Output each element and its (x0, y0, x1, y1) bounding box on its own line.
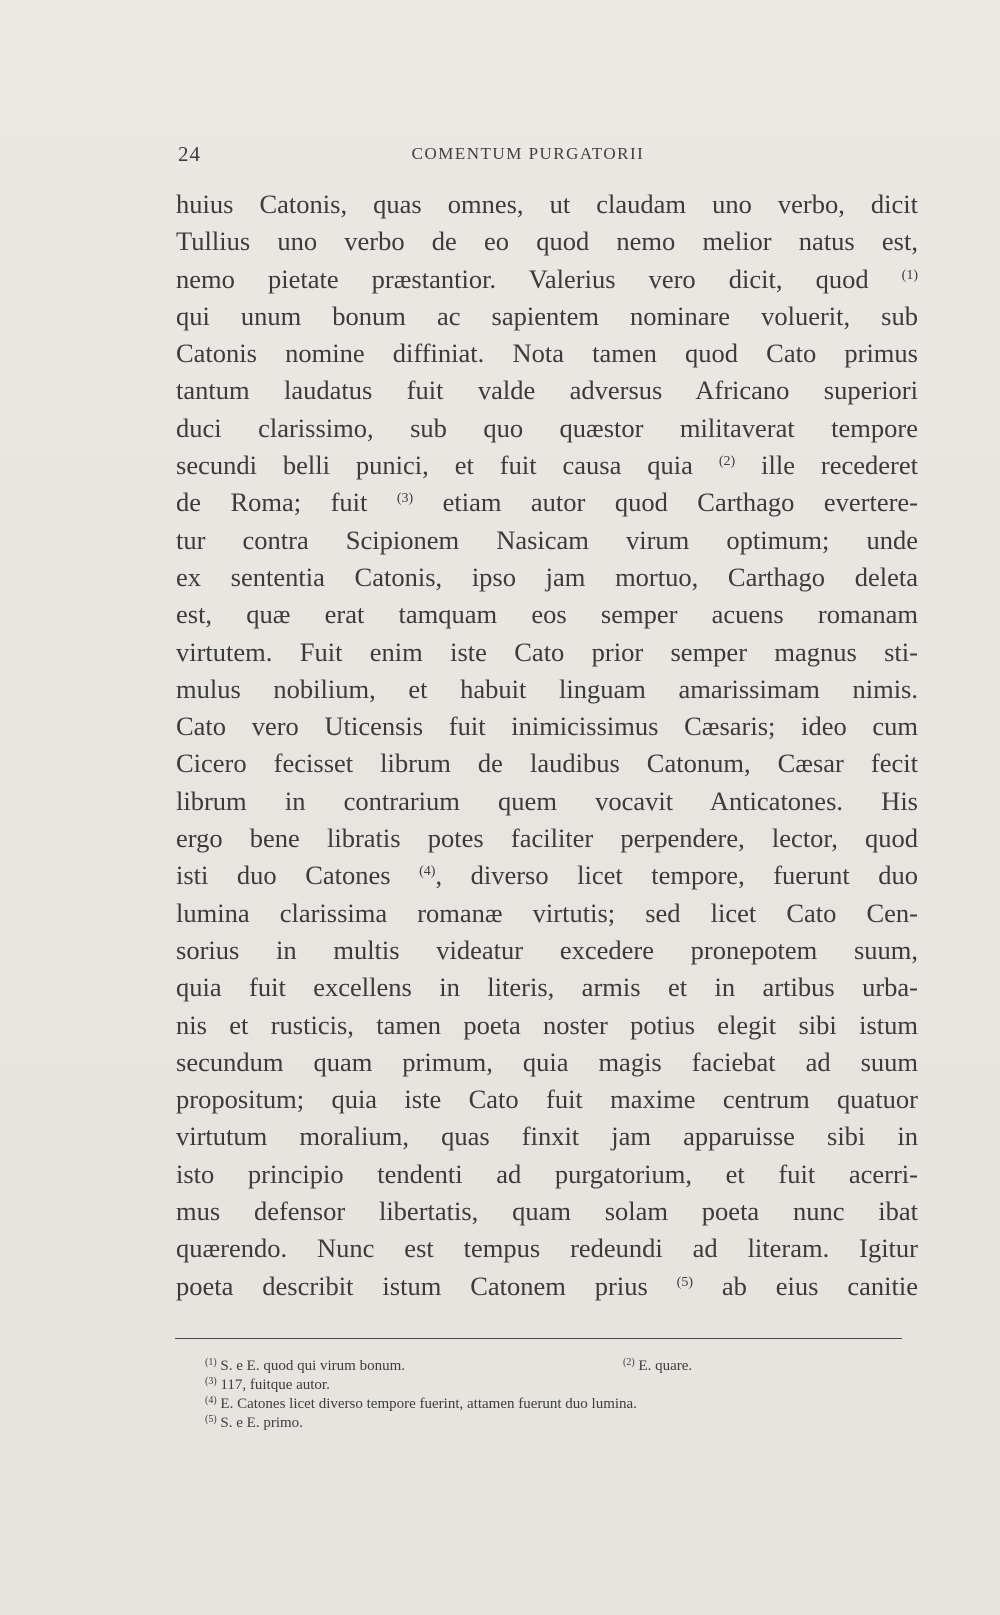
text-line: secundi belli punici, et fuit causa quia $^{(2)}$ ille recederet (176, 450, 918, 481)
page-number: 24 (178, 142, 201, 166)
text-line: mulus nobilium, et habuit linguam amarissimam nimis. (176, 673, 918, 704)
text-line: est, quæ erat tamquam eos semper acuens romanam (176, 599, 918, 630)
text-line: virtutem. Fuit enim iste Cato prior semper magnus sti- (176, 636, 918, 667)
footnote-5: $^{(5)}$ S. e E. primo. (205, 1414, 303, 1431)
text-line: huius Catonis, quas omnes, ut claudam uno verbo, dicit (176, 189, 918, 219)
text-line: Cicero fecisset librum de laudibus Catonum, Cæsar fecit (176, 748, 918, 779)
footnote-divider (175, 1338, 902, 1339)
text-line: poeta describit istum Catonem prius $^{(5)}$ ab eius canitie (176, 1270, 918, 1301)
text-line: lumina clarissima romanæ virtutis; sed licet Cato Cen- (176, 897, 918, 928)
running-title: COMENTUM PURGATORII (411, 144, 645, 163)
note-reference: (1) (901, 267, 918, 283)
note-reference: (2) (718, 454, 736, 470)
text-line: mus defensor libertatis, quam solam poeta nunc ibat (176, 1196, 918, 1227)
text-line: librum in contrarium quem vocavit Anticatones. His (176, 785, 918, 816)
footnotes (205, 1353, 905, 1429)
footnote-row (205, 1353, 905, 1372)
note-reference: (4) (419, 864, 436, 880)
text-line: Cato vero Uticensis fuit inimicissimus Cæsaris; ideo cum (176, 711, 918, 742)
footnote-row (205, 1410, 905, 1429)
text-line: Tullius uno verbo de eo quod nemo melior natus est, (176, 226, 918, 257)
text-line: nis et rusticis, tamen poeta noster potius elegit sibi istum (176, 1009, 918, 1040)
text-line: de Roma; fuit $^{(3)}$ etiam autor quod Carthago evertere- (176, 487, 918, 518)
page-header (178, 142, 918, 172)
text-line: ex sententia Catonis, ipso jam mortuo, Carthago deleta (176, 561, 918, 592)
text-line: ergo bene libratis potes faciliter perpendere, lector, quod (176, 823, 918, 854)
text-line: isto principio tendenti ad purgatorium, et fuit acerri- (176, 1158, 918, 1189)
note-reference: (5) (676, 1274, 693, 1290)
text-line: tantum laudatus fuit valde adversus Africano superiori (176, 375, 918, 406)
text-line: duci clarissimo, sub quo quæstor militaverat tempore (176, 412, 918, 443)
text-line: sorius in multis videatur excedere pronepotem suum, (176, 934, 918, 965)
footnote-3: $^{(3)}$ 117, fuitque autor. (205, 1376, 330, 1393)
text-line: quærendo. Nunc est tempus redeundi ad literam. Igitur (176, 1233, 918, 1264)
text-line: secundum quam primum, quia magis faciebat ad suum (176, 1046, 918, 1077)
text-line: quia fuit excellens in literis, armis et in artibus urba- (176, 972, 918, 1003)
text-line: isti duo Catones $^{(4)}$, diverso licet tempore, fuerunt duo (176, 860, 919, 891)
text-line: tur contra Scipionem Nasicam virum optimum; unde (176, 524, 918, 555)
text-line: qui unum bonum ac sapientem nominare voluerit, sub (176, 300, 918, 331)
note-reference: (3) (396, 491, 414, 507)
footnote-1: $^{(1)}$ S. e E. quod qui virum bonum. (205, 1357, 405, 1374)
footnote-row (205, 1372, 905, 1391)
text-line: Catonis nomine diffiniat. Nota tamen quod Cato primus (176, 338, 918, 369)
footnote-2: $^{(2)}$ E. quare. (623, 1357, 693, 1374)
text-line: virtutum moralium, quas finxit jam apparuisse sibi in (176, 1121, 918, 1152)
text-line: propositum; quia iste Cato fuit maxime centrum quatuor (176, 1084, 918, 1115)
body-text (176, 186, 918, 1305)
text-line: nemo pietate præstantior. Valerius vero dicit, quod $^{(1)}$ (176, 263, 918, 294)
footnote-4: $^{(4)}$ E. Catones licet diverso tempore fuerint, attamen fuerunt duo lumina. (205, 1395, 637, 1412)
footnote-row (205, 1391, 905, 1410)
